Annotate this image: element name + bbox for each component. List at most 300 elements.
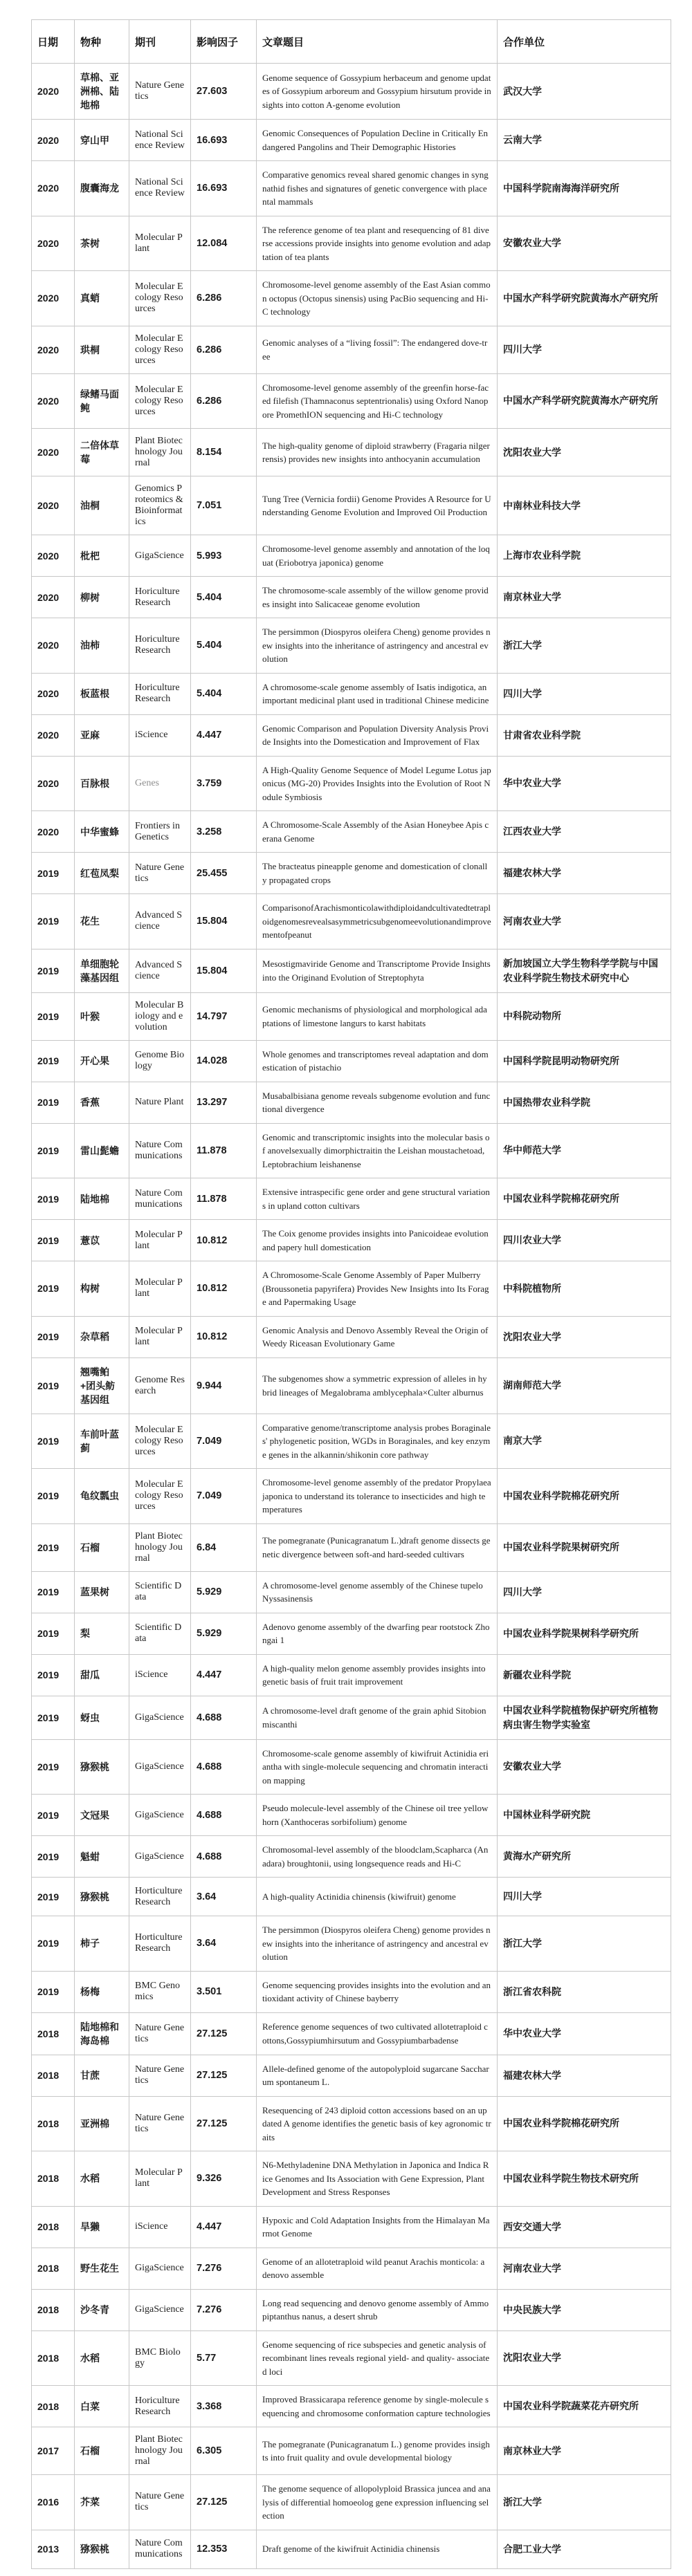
cell-journal: GigaScience: [129, 1696, 191, 1739]
table-row: [32, 1971, 671, 2012]
cell-impact_factor: 4.447: [191, 2206, 257, 2248]
cell-partner: 四川大学: [498, 1878, 671, 1916]
cell-journal: National Science Review: [129, 120, 191, 161]
cell-partner: 西安交通大学: [498, 2206, 671, 2248]
cell-impact_factor: 14.028: [191, 1040, 257, 1082]
table-row: [32, 1571, 671, 1613]
column-header-impact_factor: 影响因子: [191, 20, 257, 64]
table-row: [32, 1414, 671, 1469]
cell-impact_factor: 4.447: [191, 1654, 257, 1696]
table-row: [32, 577, 671, 618]
cell-partner: 中国热带农业科学院: [498, 1082, 671, 1123]
cell-title: The pomegranate (Punicagranatum L.) genome provides insights into fruit quality and ovule developmental biology: [257, 2427, 498, 2475]
cell-partner: 合肥工业大学: [498, 2530, 671, 2568]
cell-date: 2019: [32, 1878, 75, 1916]
cell-impact_factor: 3.501: [191, 1971, 257, 2012]
cell-title: A High-Quality Genome Sequence of Model Legume Lotus japonicus (MG-20) Provides Insights into the Evolution of Root Nodule Symbiosis: [257, 756, 498, 811]
cell-impact_factor: 10.812: [191, 1220, 257, 1261]
cell-species: 文冠果: [75, 1795, 129, 1836]
cell-impact_factor: 3.258: [191, 811, 257, 853]
table-row: [32, 326, 671, 373]
cell-date: 2019: [32, 1469, 75, 1524]
cell-partner: 中国农业科学院生物技术研究所: [498, 2151, 671, 2207]
cell-title: Genome of an allotetraploid wild peanut Arachis monticola: a denovo assemble: [257, 2248, 498, 2289]
cell-date: 2019: [32, 1613, 75, 1654]
table-row: [32, 853, 671, 894]
cell-species: 腹囊海龙: [75, 161, 129, 216]
cell-date: 2020: [32, 161, 75, 216]
column-header-species: 物种: [75, 20, 129, 64]
cell-species: 旱獭: [75, 2206, 129, 2248]
cell-journal: Horiculture Research: [129, 618, 191, 674]
cell-impact_factor: 27.125: [191, 2096, 257, 2151]
table-row: [32, 64, 671, 120]
cell-species: 板蓝根: [75, 673, 129, 714]
cell-species: 花生: [75, 894, 129, 949]
cell-journal: Horiculture Research: [129, 577, 191, 618]
cell-journal: GigaScience: [129, 1795, 191, 1836]
cell-partner: 浙江大学: [498, 2475, 671, 2530]
cell-journal: Nature Communications: [129, 1123, 191, 1178]
cell-journal: BMC Biology: [129, 2331, 191, 2386]
cell-journal: Scientific Data: [129, 1613, 191, 1654]
cell-impact_factor: 5.77: [191, 2331, 257, 2386]
publications-page: [0, 19, 692, 2569]
table-header-row: [32, 20, 671, 64]
cell-impact_factor: 4.447: [191, 714, 257, 756]
cell-impact_factor: 5.404: [191, 577, 257, 618]
cell-impact_factor: 11.878: [191, 1178, 257, 1220]
cell-date: 2019: [32, 1571, 75, 1613]
cell-species: 蓝果树: [75, 1571, 129, 1613]
cell-impact_factor: 3.64: [191, 1878, 257, 1916]
cell-impact_factor: 16.693: [191, 161, 257, 216]
cell-date: 2020: [32, 714, 75, 756]
cell-partner: 河南农业大学: [498, 894, 671, 949]
cell-impact_factor: 5.404: [191, 673, 257, 714]
cell-journal: Horiculture Research: [129, 2386, 191, 2427]
cell-impact_factor: 15.804: [191, 894, 257, 949]
cell-species: 沙冬青: [75, 2289, 129, 2331]
cell-partner: 中国水产科学研究院黄海水产研究所: [498, 271, 671, 326]
cell-date: 2019: [32, 1082, 75, 1123]
cell-impact_factor: 6.286: [191, 373, 257, 429]
cell-date: 2019: [32, 1358, 75, 1414]
table-row: [32, 1878, 671, 1916]
cell-journal: Nature Genetics: [129, 64, 191, 120]
cell-impact_factor: 4.688: [191, 1696, 257, 1739]
cell-date: 2019: [32, 1795, 75, 1836]
table-row: [32, 2427, 671, 2475]
cell-impact_factor: 14.797: [191, 992, 257, 1040]
cell-journal: Plant Biotechnology Journal: [129, 429, 191, 476]
cell-partner: 黄海水产研究所: [498, 1836, 671, 1878]
cell-title: Reference genome sequences of two cultivated allotetraploid cottons,Gossypiumhirsutum and Gossypiumbarbadense: [257, 2012, 498, 2055]
cell-impact_factor: 5.929: [191, 1571, 257, 1613]
cell-date: 2019: [32, 1040, 75, 1082]
table-row: [32, 1836, 671, 1878]
cell-title: Comparative genomics reveal shared genomic changes in syngnathid fishes and signatures of genetic convergence with placental mammals: [257, 161, 498, 216]
cell-species: 陆地棉: [75, 1178, 129, 1220]
table-row: [32, 2096, 671, 2151]
cell-partner: 四川大学: [498, 1571, 671, 1613]
cell-title: ComparisonofArachismonticolawithdiploidandcultivatedtetraploidgenomesrevealsasymmetricsubgenomeevolutionandimprovementofpeanut: [257, 894, 498, 949]
table-row: [32, 1358, 671, 1414]
cell-journal: Nature Genetics: [129, 853, 191, 894]
cell-impact_factor: 9.326: [191, 2151, 257, 2207]
cell-date: 2018: [32, 2386, 75, 2427]
cell-title: Chromosome-level genome assembly and annotation of the loquat (Eriobotrya japonica) genome: [257, 535, 498, 577]
cell-date: 2019: [32, 1696, 75, 1739]
cell-title: The chromosome-scale assembly of the willow genome provides insight into Salicaceae genome evolution: [257, 577, 498, 618]
cell-date: 2018: [32, 2206, 75, 2248]
cell-partner: 中国农业科学院植物保护研究所植物病虫害生物学实验室: [498, 1696, 671, 1739]
table-row: [32, 2055, 671, 2096]
cell-date: 2018: [32, 2331, 75, 2386]
column-header-journal: 期刊: [129, 20, 191, 64]
cell-title: Chromosome-scale genome assembly of kiwifruit Actinidia eriantha with single-molecule sequencing and chromatin interaction mapping: [257, 1739, 498, 1795]
cell-date: 2020: [32, 120, 75, 161]
cell-journal: Molecular Plant: [129, 216, 191, 271]
cell-impact_factor: 25.455: [191, 853, 257, 894]
cell-species: 猕猴桃: [75, 1878, 129, 1916]
cell-title: The pomegranate (Punicagranatum L.)draft genome dissects genetic divergence between soft-and hard-seeded cultivars: [257, 1523, 498, 1571]
table-row: [32, 2151, 671, 2207]
cell-species: 油桐: [75, 476, 129, 535]
cell-species: 杨梅: [75, 1971, 129, 2012]
cell-journal: Molecular Ecology Resources: [129, 373, 191, 429]
table-row: [32, 1123, 671, 1178]
cell-species: 叶猴: [75, 992, 129, 1040]
cell-partner: 中国农业科学院蔬菜花卉研究所: [498, 2386, 671, 2427]
cell-partner: 浙江大学: [498, 1916, 671, 1972]
table-row: [32, 2289, 671, 2331]
table-row: [32, 2206, 671, 2248]
cell-impact_factor: 4.688: [191, 1836, 257, 1878]
cell-title: N6-Methyladenine DNA Methylation in Japonica and Indica Rice Genomes and Its Association with Gene Expression, Plant Development and Stress Responses: [257, 2151, 498, 2207]
cell-title: A chromosome-level genome assembly of the Chinese tupelo Nyssasinensis: [257, 1571, 498, 1613]
cell-partner: 浙江大学: [498, 618, 671, 674]
cell-species: 单细胞轮藻基因组: [75, 949, 129, 992]
table-row: [32, 535, 671, 577]
cell-species: 柿子: [75, 1916, 129, 1972]
cell-partner: 中国农业科学院棉花研究所: [498, 2096, 671, 2151]
cell-title: Genome sequence of Gossypium herbaceum and genome updates of Gossypium arboreum and Gossypium hirsutum provide insights into cotton A-genome evolution: [257, 64, 498, 120]
cell-journal: GigaScience: [129, 1836, 191, 1878]
cell-journal: Advanced Science: [129, 949, 191, 992]
table-row: [32, 373, 671, 429]
cell-species: 水稻: [75, 2151, 129, 2207]
cell-partner: 南京林业大学: [498, 2427, 671, 2475]
table-row: [32, 811, 671, 853]
cell-species: 真蛸: [75, 271, 129, 326]
table-row: [32, 1739, 671, 1795]
cell-impact_factor: 6.286: [191, 326, 257, 373]
cell-species: 薏苡: [75, 1220, 129, 1261]
cell-title: Genomic Consequences of Population Decline in Critically Endangered Pangolins and Their Demographic Histories: [257, 120, 498, 161]
cell-impact_factor: 12.084: [191, 216, 257, 271]
cell-date: 2016: [32, 2475, 75, 2530]
table-row: [32, 1316, 671, 1358]
cell-title: Whole genomes and transcriptomes reveal adaptation and domestication of pistachio: [257, 1040, 498, 1082]
table-row: [32, 1220, 671, 1261]
cell-journal: Molecular Plant: [129, 1220, 191, 1261]
cell-partner: 中国水产科学研究院黄海水产研究所: [498, 373, 671, 429]
cell-date: 2020: [32, 373, 75, 429]
table-row: [32, 2475, 671, 2530]
cell-date: 2019: [32, 1261, 75, 1317]
cell-partner: 华中师范大学: [498, 1123, 671, 1178]
cell-impact_factor: 3.64: [191, 1916, 257, 1972]
cell-species: 开心果: [75, 1040, 129, 1082]
cell-species: 珙桐: [75, 326, 129, 373]
cell-journal: Genes: [129, 756, 191, 811]
cell-date: 2018: [32, 2012, 75, 2055]
cell-partner: 中国林业科学研究院: [498, 1795, 671, 1836]
cell-date: 2019: [32, 1739, 75, 1795]
cell-title: Draft genome of the kiwifruit Actinidia chinensis: [257, 2530, 498, 2568]
cell-journal: GigaScience: [129, 535, 191, 577]
column-header-date: 日期: [32, 20, 75, 64]
cell-partner: 华中农业大学: [498, 756, 671, 811]
cell-journal: Genome Research: [129, 1358, 191, 1414]
cell-impact_factor: 7.049: [191, 1469, 257, 1524]
table-row: [32, 2331, 671, 2386]
table-row: [32, 2530, 671, 2568]
cell-impact_factor: 13.297: [191, 1082, 257, 1123]
cell-title: A chromosome-level draft genome of the grain aphid Sitobion miscanthi: [257, 1696, 498, 1739]
table-row: [32, 618, 671, 674]
cell-species: 野生花生: [75, 2248, 129, 2289]
cell-title: Extensive intraspecific gene order and gene structural variations in upland cotton cultivars: [257, 1178, 498, 1220]
cell-title: Genomic Analysis and Denovo Assembly Reveal the Origin of Weedy Riceasan Evolutionary Game: [257, 1316, 498, 1358]
cell-impact_factor: 5.993: [191, 535, 257, 577]
cell-title: Mesostigmaviride Genome and Transcriptome Provide Insights into the Originand Evolution of Streptophyta: [257, 949, 498, 992]
cell-species: 梨: [75, 1613, 129, 1654]
cell-impact_factor: 15.804: [191, 949, 257, 992]
cell-partner: 中国科学院昆明动物研究所: [498, 1040, 671, 1082]
publications-table: [31, 19, 671, 2569]
cell-date: 2020: [32, 811, 75, 853]
cell-partner: 中国农业科学院棉花研究所: [498, 1178, 671, 1220]
cell-title: Chromosome-level genome assembly of the greenfin horse-faced filefish (Thamnaconus septentrionalis) using Oxford Nanopore PromethION sequencing and Hi-C technology: [257, 373, 498, 429]
cell-date: 2020: [32, 577, 75, 618]
cell-partner: 新疆农业科学院: [498, 1654, 671, 1696]
cell-date: 2019: [32, 1178, 75, 1220]
cell-journal: Nature Communications: [129, 1178, 191, 1220]
cell-species: 白菜: [75, 2386, 129, 2427]
table-row: [32, 1523, 671, 1571]
cell-journal: BMC Genomics: [129, 1971, 191, 2012]
cell-title: Adenovo genome assembly of the dwarfing pear rootstock Zhongai 1: [257, 1613, 498, 1654]
cell-title: Genomic mechanisms of physiological and morphological adaptations of limestone langurs to karst habitats: [257, 992, 498, 1040]
cell-title: Musabalbisiana genome reveals subgenome evolution and functional divergence: [257, 1082, 498, 1123]
cell-title: The high-quality genome of diploid strawberry (Fragaria nilgerrensis) provides new insights into anthocyanin accumulation: [257, 429, 498, 476]
table-row: [32, 949, 671, 992]
cell-species: 绿鳍马面鲀: [75, 373, 129, 429]
cell-impact_factor: 7.049: [191, 1414, 257, 1469]
column-header-partner: 合作单位: [498, 20, 671, 64]
cell-impact_factor: 5.404: [191, 618, 257, 674]
table-row: [32, 992, 671, 1040]
table-row: [32, 1795, 671, 1836]
cell-title: The genome sequence of allopolyploid Brassica juncea and analysis of differential homoeolog gene expression influencing selection: [257, 2475, 498, 2530]
cell-impact_factor: 3.368: [191, 2386, 257, 2427]
table-row: [32, 271, 671, 326]
cell-impact_factor: 27.125: [191, 2475, 257, 2530]
cell-journal: Horticulture Research: [129, 1878, 191, 1916]
table-row: [32, 216, 671, 271]
cell-journal: Horticulture Research: [129, 1916, 191, 1972]
cell-date: 2019: [32, 949, 75, 992]
cell-impact_factor: 7.276: [191, 2248, 257, 2289]
table-row: [32, 1082, 671, 1123]
cell-partner: 河南农业大学: [498, 2248, 671, 2289]
cell-journal: Plant Biotechnology Journal: [129, 1523, 191, 1571]
cell-partner: 沈阳农业大学: [498, 1316, 671, 1358]
cell-species: 车前叶蓝蓟: [75, 1414, 129, 1469]
table-row: [32, 1654, 671, 1696]
cell-date: 2020: [32, 535, 75, 577]
cell-partner: 中国农业科学院果树研究所: [498, 1523, 671, 1571]
cell-partner: 华中农业大学: [498, 2012, 671, 2055]
table-row: [32, 476, 671, 535]
cell-date: 2020: [32, 216, 75, 271]
table-row: [32, 120, 671, 161]
cell-partner: 中国农业科学院果树科学研究所: [498, 1613, 671, 1654]
cell-impact_factor: 4.688: [191, 1739, 257, 1795]
cell-species: 二倍体草莓: [75, 429, 129, 476]
cell-journal: Nature Genetics: [129, 2096, 191, 2151]
cell-partner: 四川农业大学: [498, 1220, 671, 1261]
cell-date: 2019: [32, 1916, 75, 1972]
cell-partner: 浙江省农科院: [498, 1971, 671, 2012]
table-row: [32, 1916, 671, 1972]
cell-journal: iScience: [129, 714, 191, 756]
column-header-title: 文章题目: [257, 20, 498, 64]
table-row: [32, 756, 671, 811]
cell-species: 亚麻: [75, 714, 129, 756]
cell-title: Chromosome-level genome assembly of the predator Propylaea japonica to understand its tolerance to insecticides and high temperatures: [257, 1469, 498, 1524]
cell-date: 2019: [32, 992, 75, 1040]
cell-impact_factor: 7.276: [191, 2289, 257, 2331]
cell-species: 石榴: [75, 1523, 129, 1571]
cell-title: The Coix genome provides insights into Panicoideae evolution and papery hull domestication: [257, 1220, 498, 1261]
cell-date: 2018: [32, 2289, 75, 2331]
cell-title: The subgenomes show a symmetric expression of alleles in hybrid lineages of Megalobrama amblycephala×Culter alburnus: [257, 1358, 498, 1414]
cell-date: 2018: [32, 2248, 75, 2289]
cell-partner: 新加坡国立大学生物科学学院与中国农业科学院生物技术研究中心: [498, 949, 671, 992]
cell-date: 2020: [32, 756, 75, 811]
cell-date: 2020: [32, 673, 75, 714]
cell-impact_factor: 9.944: [191, 1358, 257, 1414]
cell-species: 枇杷: [75, 535, 129, 577]
cell-journal: Frontiers in Genetics: [129, 811, 191, 853]
cell-journal: National Science Review: [129, 161, 191, 216]
table-row: [32, 429, 671, 476]
cell-impact_factor: 4.688: [191, 1795, 257, 1836]
cell-partner: 中科院动物所: [498, 992, 671, 1040]
cell-date: 2019: [32, 1414, 75, 1469]
cell-date: 2019: [32, 1971, 75, 2012]
cell-partner: 南京大学: [498, 1414, 671, 1469]
cell-species: 构树: [75, 1261, 129, 1317]
table-row: [32, 1040, 671, 1082]
cell-date: 2019: [32, 1523, 75, 1571]
table-row: [32, 673, 671, 714]
cell-species: 杂草稻: [75, 1316, 129, 1358]
cell-journal: Molecular Biology and evolution: [129, 992, 191, 1040]
cell-species: 红苞凤梨: [75, 853, 129, 894]
cell-species: 猕猴桃: [75, 2530, 129, 2568]
cell-impact_factor: 3.759: [191, 756, 257, 811]
cell-impact_factor: 6.84: [191, 1523, 257, 1571]
cell-species: 中华蜜蜂: [75, 811, 129, 853]
cell-species: 柳树: [75, 577, 129, 618]
cell-journal: GigaScience: [129, 1739, 191, 1795]
cell-impact_factor: 6.286: [191, 271, 257, 326]
cell-species: 猕猴桃: [75, 1739, 129, 1795]
cell-title: The persimmon (Diospyros oleifera Cheng) genome provides new insights into the inheritance of astringency and ancestral evolution: [257, 1916, 498, 1972]
cell-species: 水稻: [75, 2331, 129, 2386]
cell-title: A high-quality Actinidia chinensis (kiwifruit) genome: [257, 1878, 498, 1916]
cell-partner: 福建农林大学: [498, 2055, 671, 2096]
cell-date: 2013: [32, 2530, 75, 2568]
cell-partner: 中南林业科技大学: [498, 476, 671, 535]
cell-impact_factor: 16.693: [191, 120, 257, 161]
cell-partner: 安徽农业大学: [498, 216, 671, 271]
cell-date: 2020: [32, 64, 75, 120]
cell-impact_factor: 27.603: [191, 64, 257, 120]
table-row: [32, 1696, 671, 1739]
table-row: [32, 2248, 671, 2289]
cell-impact_factor: 8.154: [191, 429, 257, 476]
cell-journal: Plant Biotechnology Journal: [129, 2427, 191, 2475]
cell-partner: 湖南师范大学: [498, 1358, 671, 1414]
cell-date: 2019: [32, 853, 75, 894]
cell-title: Comparative genome/transcriptome analysis probes Boraginales' phylogenetic position, WGDs in Boraginales, and key enzyme genes in the alkannin/shikonin core pathway: [257, 1414, 498, 1469]
cell-date: 2019: [32, 1654, 75, 1696]
cell-title: A Chromosome-Scale Genome Assembly of Paper Mulberry (Broussonetia papyrifera) Provides New Insights into Its Forage and Papermaking Usage: [257, 1261, 498, 1317]
table-row: [32, 1613, 671, 1654]
cell-journal: Molecular Plant: [129, 2151, 191, 2207]
cell-journal: Nature Genetics: [129, 2012, 191, 2055]
cell-species: 百脉根: [75, 756, 129, 811]
cell-date: 2019: [32, 1220, 75, 1261]
cell-species: 雷山髭蟾: [75, 1123, 129, 1178]
table-row: [32, 1178, 671, 1220]
cell-date: 2019: [32, 1316, 75, 1358]
table-row: [32, 1469, 671, 1524]
cell-date: 2018: [32, 2151, 75, 2207]
cell-date: 2018: [32, 2055, 75, 2096]
cell-date: 2020: [32, 429, 75, 476]
cell-species: 甜瓜: [75, 1654, 129, 1696]
cell-species: 石榴: [75, 2427, 129, 2475]
cell-date: 2019: [32, 1123, 75, 1178]
cell-title: The bracteatus pineapple genome and domestication of clonally propagated crops: [257, 853, 498, 894]
cell-title: A Chromosome-Scale Assembly of the Asian Honeybee Apis cerana Genome: [257, 811, 498, 853]
cell-journal: GigaScience: [129, 2289, 191, 2331]
cell-journal: Nature Communications: [129, 2530, 191, 2568]
cell-species: 芥菜: [75, 2475, 129, 2530]
cell-partner: 江西农业大学: [498, 811, 671, 853]
cell-partner: 中国农业科学院棉花研究所: [498, 1469, 671, 1524]
cell-species: 龟纹瓢虫: [75, 1469, 129, 1524]
table-row: [32, 2012, 671, 2055]
cell-impact_factor: 12.353: [191, 2530, 257, 2568]
table-row: [32, 714, 671, 756]
